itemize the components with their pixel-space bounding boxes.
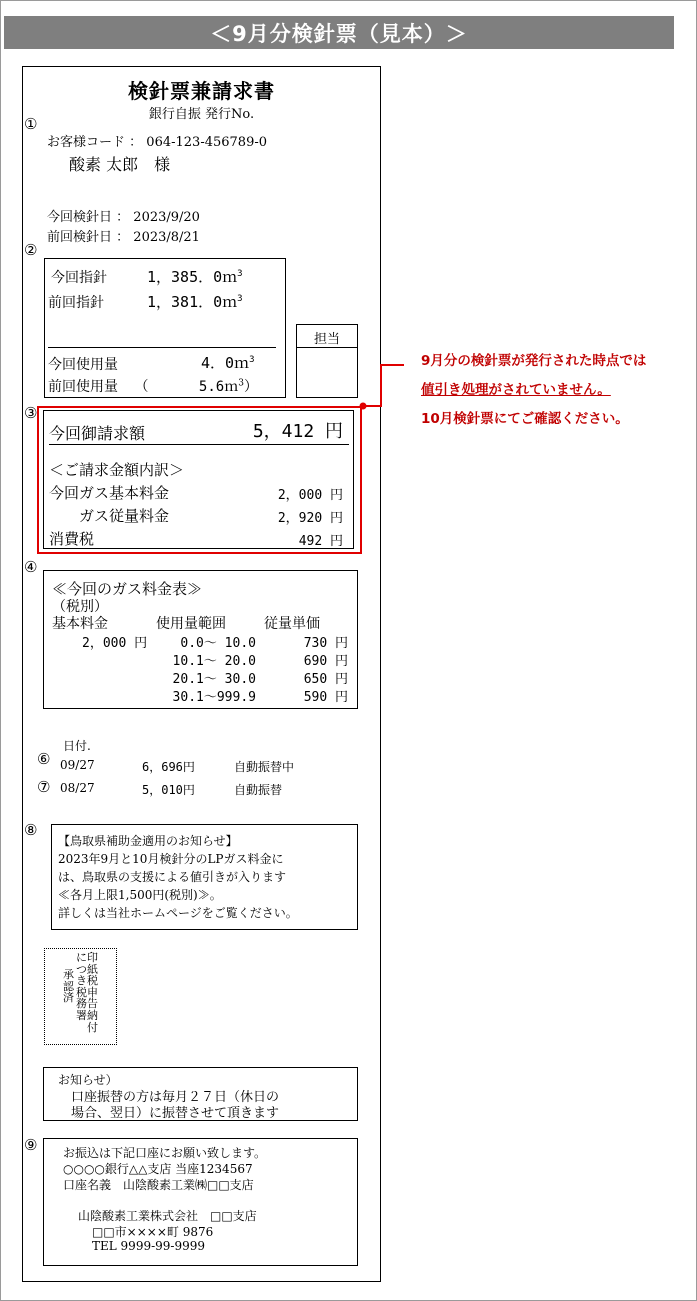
customer-code-label: お客様コード [47, 135, 126, 150]
notice-line: 場合、翌日）に振替させて頂きます [71, 1106, 280, 1121]
subsidy-notice-box [51, 824, 358, 930]
previous-reading-date-label: 前回検針日 [47, 230, 113, 245]
callout-line: 10月検針票にてご確認ください。 [421, 411, 629, 427]
previous-reading-label: 前回指針 [48, 295, 104, 311]
rate-range: 10.1～ 20.0 [172, 654, 256, 669]
slip-title: 検針票兼請求書 [128, 79, 275, 103]
billing-row-value: 2，000 円 [277, 488, 343, 503]
payment-date: 09/27 [60, 758, 95, 772]
rate-price: 730 円 [303, 636, 348, 651]
page-banner: ＜9月分検針票（見本）＞ [4, 16, 674, 49]
marker-2: ② [24, 241, 38, 259]
current-reading-value: 1，385．0ｍ$^3$ [147, 268, 243, 286]
callout-line: 9月分の検針票が発行された時点では [421, 353, 647, 369]
bank-line: □□市××××町 9876 [92, 1225, 214, 1239]
invoice-slip [22, 66, 381, 1282]
marker-7: ⑦ [37, 778, 51, 796]
payment-amount: 6，696円 [142, 760, 195, 774]
current-reading-label: 今回指針 [51, 270, 107, 286]
billing-row-value: 492 円 [298, 534, 343, 549]
bank-line: 山陰酸素工業株式会社 □□支店 [78, 1209, 257, 1223]
subsidy-line: 詳しくは当社ホームページをご覧ください。 [58, 906, 298, 920]
stamp-text-column: 承認済 [63, 968, 74, 1005]
callout-highlight [37, 406, 362, 554]
customer-code: 064-123-456789-0 [146, 135, 267, 150]
revenue-stamp-box [44, 948, 117, 1045]
marker-3: ③ [24, 404, 38, 422]
slip-subtitle: 銀行自振 発行No. [148, 107, 255, 122]
person-in-charge-label: 担当 [313, 332, 340, 347]
marker-8: ⑧ [24, 821, 38, 839]
rate-range: 30.1～999.9 [172, 690, 256, 705]
usage-label: 今回使用量 [48, 357, 118, 373]
billing-breakdown-label: ＜ご請求金額内訳＞ [49, 461, 185, 479]
bank-info-box [43, 1138, 358, 1266]
rate-col-range: 使用量範囲 [156, 616, 226, 632]
customer-name: 酸素 太郎 様 [69, 155, 171, 174]
marker-9: ⑨ [24, 1136, 38, 1154]
rate-table-box [43, 570, 358, 709]
billing-row-label: 今回ガス基本料金 [49, 484, 170, 502]
previous-reading-date: 2023/8/21 [133, 230, 200, 245]
rate-price: 650 円 [303, 672, 348, 687]
marker-6: ⑥ [37, 750, 51, 768]
billing-total-value: 5，412 円 [252, 421, 343, 442]
meter-divider [48, 347, 276, 348]
bank-line: 口座名義 山陰酸素工業㈱□□支店 [63, 1178, 254, 1192]
payment-status: 自動振替 [234, 783, 283, 797]
notice-line: 口座振替の方は毎月２７日（休日の [71, 1090, 280, 1105]
rate-col-unit: 従量単価 [264, 616, 320, 632]
billing-row-value: 2，920 円 [277, 511, 343, 526]
bank-line: お振込は下記口座にお願い致します。 [63, 1146, 267, 1160]
previous-usage-value: 5.6ｍ [198, 379, 239, 395]
rate-col-base: 基本料金 [52, 616, 108, 632]
billing-row-label: ガス従量料金 [79, 507, 170, 525]
previous-reading-value: 1，381．0ｍ$^3$ [147, 293, 243, 311]
current-reading-date-row: 今回検針日 ： 2023/9/20 [47, 210, 200, 225]
current-reading-date: 2023/9/20 [133, 210, 200, 225]
rate-range: 0.0～ 10.0 [180, 636, 256, 651]
bank-line: TEL 9999-99-9999 [92, 1239, 206, 1253]
usage-value: 4．0ｍ$^3$ [201, 354, 255, 372]
callout-line: 値引き処理がされていません。 [421, 382, 611, 398]
person-in-charge-box [296, 324, 358, 398]
rate-table-tax-note: （税別） [52, 599, 108, 615]
payment-amount: 5，010円 [142, 783, 195, 797]
subsidy-line: ≪各月上限1,500円(税別)≫。 [58, 888, 222, 902]
previous-usage-label: 前回使用量 [48, 379, 118, 395]
meter-box [44, 258, 286, 398]
stamp-text-column: 印紙税申告納付 [87, 951, 98, 1034]
subsidy-line: 2023年9月と10月検針分のLPガス料金に [58, 852, 284, 866]
rate-range: 20.1～ 30.0 [172, 672, 256, 687]
bank-line: ○○○○銀行△△支店 当座1234567 [63, 1162, 253, 1176]
subsidy-line: は、鳥取県の支援による値引きが入ります [58, 870, 287, 884]
marker-1: ① [24, 115, 38, 133]
stamp-text-column: につき税務署 [76, 951, 87, 1022]
payment-notice-box [43, 1067, 358, 1121]
payment-date: 08/27 [60, 781, 95, 795]
previous-usage-row: 前回使用量 （ 5.6ｍ$^3$） [48, 378, 258, 395]
marker-4: ④ [24, 558, 38, 576]
rate-base-value: 2，000 円 [82, 636, 148, 651]
rate-table-title: ≪今回のガス料金表≫ [52, 580, 203, 598]
billing-row-label: 消費税 [49, 530, 95, 548]
subsidy-line: 【鳥取県補助金適用のお知らせ】 [58, 834, 238, 848]
payment-date-header: 日付. [63, 739, 91, 753]
previous-reading-date-row: 前回検針日 ： 2023/8/21 [47, 230, 200, 245]
notice-line: お知らせ） [58, 1073, 118, 1087]
current-reading-date-label: 今回検針日 [47, 210, 113, 225]
customer-code-row: お客様コード ： 064-123-456789-0 [47, 135, 267, 150]
billing-total-label: 今回御請求額 [49, 424, 146, 443]
payment-status: 自動振替中 [234, 760, 295, 774]
rate-price: 590 円 [303, 690, 348, 705]
rate-price: 690 円 [303, 654, 348, 669]
